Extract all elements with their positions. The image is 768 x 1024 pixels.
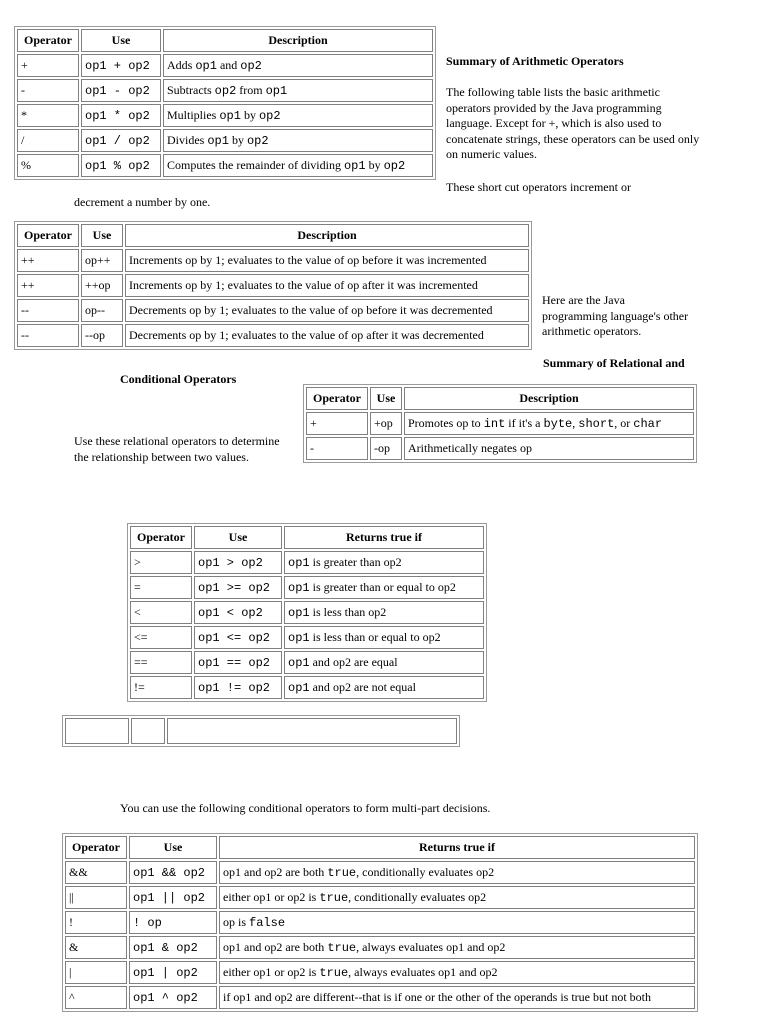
use-cell: -op	[370, 437, 402, 460]
text-fragment: op2	[368, 605, 387, 619]
text-fragment: and	[216, 58, 241, 72]
description-cell: Increments op by 1; evaluates to the value of op after it was incremented	[125, 274, 529, 297]
text-fragment: is	[235, 915, 250, 929]
table-row	[17, 324, 529, 347]
use-cell: op--	[81, 299, 123, 322]
text-fragment: are equal	[350, 655, 398, 669]
text-fragment: op1	[223, 865, 241, 879]
code-fragment: char	[633, 417, 663, 431]
text-fragment: is greater than or equal to	[309, 580, 438, 594]
header-returns: Returns true if	[219, 836, 695, 859]
text-fragment: op1	[253, 890, 272, 904]
table-header-row	[17, 29, 433, 52]
use-cell: ++op	[81, 274, 123, 297]
code-fragment: op1	[288, 631, 310, 645]
description-cell: Decrements op by 1; evaluates to the value of op before it was decremented	[125, 299, 529, 322]
text-fragment: and	[309, 655, 333, 669]
use-cell: op1 * op2	[81, 104, 161, 127]
relational-intro-text: Use these relational operators to determine the relationship between two values.	[74, 434, 280, 464]
text-fragment: is less than	[309, 605, 369, 619]
code-fragment: true	[327, 866, 357, 880]
code-fragment: short	[578, 417, 615, 431]
text-fragment: either	[223, 965, 254, 979]
table-row	[17, 129, 433, 152]
description-cell	[284, 626, 484, 649]
table-row	[17, 54, 433, 77]
text-fragment: op2	[468, 890, 487, 904]
use-cell: op1 <= op2	[194, 626, 282, 649]
empty-cell	[167, 718, 457, 744]
table-header-row	[65, 836, 695, 859]
header-use: Use	[129, 836, 217, 859]
description-cell	[404, 412, 694, 435]
text-fragment: by	[240, 108, 259, 122]
empty-cell	[65, 718, 129, 744]
use-cell: op1 + op2	[81, 54, 161, 77]
code-fragment: op1	[288, 656, 310, 670]
table-row	[17, 104, 433, 127]
operator-cell: --	[17, 324, 79, 347]
code-fragment: op1	[343, 159, 366, 173]
operator-cell: -	[17, 79, 79, 102]
use-cell: op1 || op2	[129, 886, 217, 909]
operator-cell: *	[17, 104, 79, 127]
description-cell	[404, 437, 694, 460]
text-fragment: op	[223, 915, 235, 929]
header-operator: Operator	[17, 224, 79, 247]
header-description: Description	[125, 224, 529, 247]
code-fragment: op1	[207, 134, 229, 148]
operator-cell: =	[130, 576, 192, 599]
use-cell: --op	[81, 324, 123, 347]
use-cell: op1 | op2	[129, 961, 217, 984]
table-row	[65, 886, 695, 909]
operator-cell: ^	[65, 986, 127, 1009]
text-fragment: if it's a	[505, 416, 544, 430]
table-row	[306, 412, 694, 435]
text-fragment: , always evaluates	[348, 965, 439, 979]
operator-cell: /	[17, 129, 79, 152]
header-description: Description	[163, 29, 433, 52]
code-fragment: op2	[246, 134, 269, 148]
text-fragment: and	[309, 680, 333, 694]
code-fragment: op2	[383, 159, 406, 173]
text-fragment: , or	[614, 416, 634, 430]
conditional-operators-table	[62, 833, 698, 1012]
use-cell: op1 < op2	[194, 601, 282, 624]
operator-cell: ++	[17, 249, 79, 272]
operator-cell: +	[17, 54, 79, 77]
description-cell	[219, 961, 695, 984]
text-fragment: op	[519, 441, 532, 455]
text-fragment: Divides	[167, 133, 208, 147]
text-fragment: to	[468, 416, 484, 430]
table-row	[65, 936, 695, 959]
operator-cell: -	[306, 437, 368, 460]
text-fragment: either	[223, 890, 254, 904]
use-cell: op++	[81, 249, 123, 272]
table-row	[130, 601, 484, 624]
text-fragment: op2	[422, 630, 441, 644]
operator-cell: >	[130, 551, 192, 574]
description-cell	[219, 911, 695, 934]
code-fragment: op1	[288, 581, 310, 595]
text-fragment: , always evaluates	[356, 940, 447, 954]
text-fragment: are both	[282, 940, 328, 954]
text-fragment: op2	[287, 965, 306, 979]
use-cell: op1 - op2	[81, 79, 161, 102]
code-fragment: true	[319, 891, 349, 905]
description-cell	[219, 936, 695, 959]
description-cell	[163, 154, 433, 177]
code-fragment: op1	[288, 606, 310, 620]
description-cell	[284, 601, 484, 624]
description-cell	[219, 986, 695, 1009]
header-use: Use	[81, 29, 161, 52]
code-fragment: op1	[288, 681, 310, 695]
description-cell	[284, 576, 484, 599]
text-fragment: op2	[332, 655, 351, 669]
code-fragment: op1	[195, 59, 217, 73]
code-fragment: int	[483, 417, 506, 431]
text-fragment: are different--that is if one or the other of the operands is true but not both	[292, 990, 652, 1004]
text-fragment: Subtracts	[167, 83, 215, 97]
description-cell	[163, 54, 433, 77]
conditional-intro-text: You can use the following conditional operators to form multi-part decisions.	[120, 801, 491, 815]
empty-cell	[131, 718, 165, 744]
text-fragment: Adds	[167, 58, 196, 72]
table-row	[17, 154, 433, 177]
description-cell	[163, 129, 433, 152]
operator-cell: <=	[130, 626, 192, 649]
operator-cell: |	[65, 961, 127, 984]
header-operator: Operator	[130, 526, 192, 549]
summary-arithmetic-title: Summary of Arithmetic Operators	[446, 54, 624, 68]
table-row	[65, 986, 695, 1009]
text-fragment: if	[223, 990, 234, 1004]
text-fragment: op1	[438, 965, 457, 979]
text-fragment: and	[251, 990, 275, 1004]
summary-relational-title-2: Conditional Operators	[120, 372, 237, 386]
text-fragment: and	[464, 940, 488, 954]
header-operator: Operator	[65, 836, 127, 859]
table-row	[306, 437, 694, 460]
use-cell: +op	[370, 412, 402, 435]
code-fragment: op1	[219, 109, 241, 123]
header-operator: Operator	[17, 29, 79, 52]
operator-cell: <	[130, 601, 192, 624]
code-fragment: op2	[258, 109, 281, 123]
text-fragment: Arithmetically negates	[408, 441, 520, 455]
table-row	[130, 551, 484, 574]
text-fragment: op2	[437, 580, 456, 594]
operator-cell: ==	[130, 651, 192, 674]
operator-cell: +	[306, 412, 368, 435]
header-use: Use	[194, 526, 282, 549]
use-cell: op1 >= op2	[194, 576, 282, 599]
operator-cell: !	[65, 911, 127, 934]
code-fragment: byte	[543, 417, 573, 431]
use-cell: op1 ^ op2	[129, 986, 217, 1009]
text-fragment: by	[228, 133, 247, 147]
use-cell: op1 == op2	[194, 651, 282, 674]
text-fragment: is	[305, 965, 320, 979]
text-fragment: Multiplies	[167, 108, 220, 122]
use-cell: op1 != op2	[194, 676, 282, 699]
header-returns: Returns true if	[284, 526, 484, 549]
description-cell	[284, 676, 484, 699]
use-cell: op1 & op2	[129, 936, 217, 959]
table-row	[65, 911, 695, 934]
text-fragment: op2	[332, 680, 351, 694]
header-operator: Operator	[306, 387, 368, 410]
table-row	[17, 79, 433, 102]
description-cell	[219, 861, 695, 884]
code-fragment: true	[319, 966, 349, 980]
use-cell: op1 % op2	[81, 154, 161, 177]
description-cell	[284, 651, 484, 674]
text-fragment: and	[456, 965, 480, 979]
table-header-row	[17, 224, 529, 247]
text-fragment: op2	[264, 865, 283, 879]
text-fragment: op2	[479, 965, 498, 979]
table-row	[130, 626, 484, 649]
code-fragment: op1	[265, 84, 288, 98]
operator-cell: ++	[17, 274, 79, 297]
operator-cell: --	[17, 299, 79, 322]
empty-row	[65, 718, 457, 744]
text-fragment: Computes the remainder of dividing	[167, 158, 344, 172]
description-cell	[163, 79, 433, 102]
code-fragment: op2	[214, 84, 237, 98]
text-fragment: op1	[253, 965, 272, 979]
text-fragment: are not equal	[350, 680, 416, 694]
description-cell	[284, 551, 484, 574]
description-cell	[163, 104, 433, 127]
table-row	[130, 576, 484, 599]
table-row	[17, 249, 529, 272]
text-fragment: from	[236, 83, 266, 97]
operator-cell: ||	[65, 886, 127, 909]
shortcut-text-1: These short cut operators increment or	[446, 180, 631, 194]
text-fragment: is greater than	[309, 555, 384, 569]
text-fragment: op	[456, 416, 469, 430]
text-fragment: ,	[572, 416, 579, 430]
operator-cell: &	[65, 936, 127, 959]
text-fragment: op1	[446, 940, 465, 954]
table-row	[130, 651, 484, 674]
operator-cell: &&	[65, 861, 127, 884]
other-arithmetic-text: Here are the Java programming language's other arithmetic operators.	[542, 293, 689, 338]
text-fragment: is less than or equal to	[309, 630, 423, 644]
summary-relational-title-1: Summary of Relational and	[543, 356, 685, 370]
text-fragment: op2	[476, 865, 495, 879]
use-cell: op1 / op2	[81, 129, 161, 152]
header-use: Use	[81, 224, 123, 247]
text-fragment: and	[241, 940, 265, 954]
use-cell: op1 > op2	[194, 551, 282, 574]
text-fragment: is	[305, 890, 320, 904]
code-fragment: false	[249, 916, 286, 930]
relational-operators-table	[127, 523, 487, 702]
table-row	[130, 676, 484, 699]
text-fragment: op2	[287, 890, 306, 904]
unary-operators-table	[303, 384, 697, 463]
text-fragment: are both	[282, 865, 328, 879]
shortcut-text-2: decrement a number by one.	[74, 195, 211, 209]
text-fragment: op1	[223, 940, 241, 954]
use-cell: ! op	[129, 911, 217, 934]
code-fragment: true	[327, 941, 357, 955]
header-description: Description	[404, 387, 694, 410]
use-cell: op1 && op2	[129, 861, 217, 884]
table-row	[65, 961, 695, 984]
code-fragment: op2	[240, 59, 262, 73]
text-fragment: op2	[487, 940, 506, 954]
text-fragment: op2	[383, 555, 402, 569]
header-use: Use	[370, 387, 402, 410]
description-cell: Increments op by 1; evaluates to the value of op before it was incremented	[125, 249, 529, 272]
text-fragment: by	[365, 158, 384, 172]
empty-table	[62, 715, 460, 747]
text-fragment: or	[271, 965, 288, 979]
text-fragment: , conditionally evaluates	[356, 865, 477, 879]
arithmetic-table	[14, 26, 436, 180]
summary-arithmetic-text: The following table lists the basic arithmetic operators provided by the Java programming language. Except for +, which is also used to concatenate strings, these operators can be used only on numeric values.	[446, 85, 700, 161]
text-fragment: Promotes	[408, 416, 457, 430]
table-row	[17, 299, 529, 322]
text-fragment: op2	[274, 990, 293, 1004]
text-fragment: and	[241, 865, 265, 879]
text-fragment: op2	[264, 940, 283, 954]
table-header-row	[306, 387, 694, 410]
text-fragment: or	[271, 890, 288, 904]
table-row	[65, 861, 695, 884]
increment-decrement-table	[14, 221, 532, 350]
table-row	[17, 274, 529, 297]
code-fragment: op1	[288, 556, 310, 570]
operator-cell: %	[17, 154, 79, 177]
description-cell	[219, 886, 695, 909]
text-fragment: op1	[233, 990, 252, 1004]
operator-cell: !=	[130, 676, 192, 699]
text-fragment: , conditionally evaluates	[348, 890, 469, 904]
table-header-row	[130, 526, 484, 549]
description-cell: Decrements op by 1; evaluates to the value of op after it was decremented	[125, 324, 529, 347]
